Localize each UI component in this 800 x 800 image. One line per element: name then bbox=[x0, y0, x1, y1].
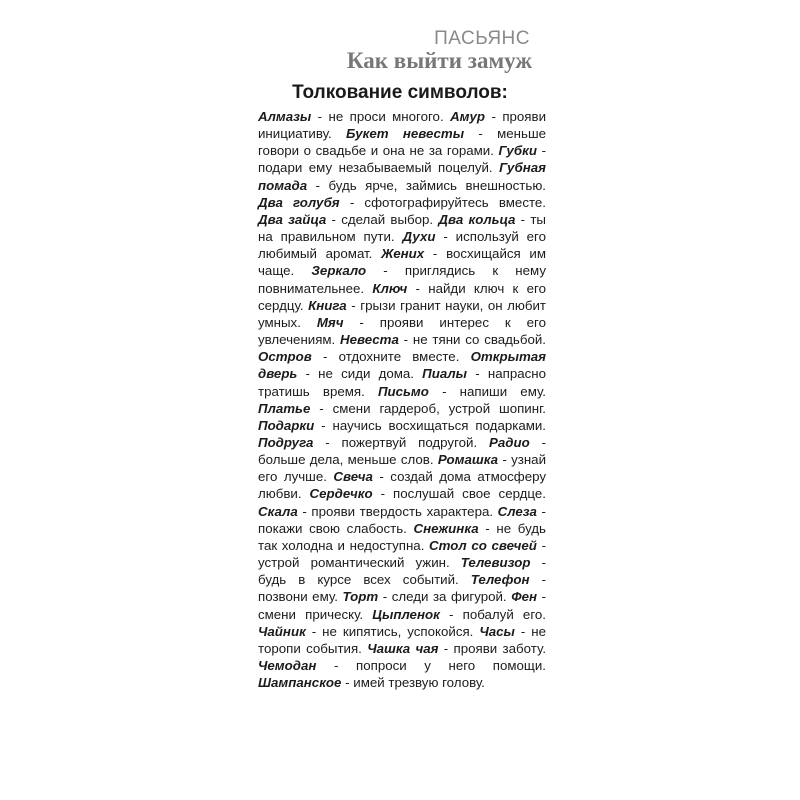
entry-term: Подруга bbox=[258, 434, 314, 450]
entry-term: Ключ bbox=[372, 280, 408, 296]
entry-meaning: - будь ярче, займись внешностью. bbox=[307, 177, 546, 193]
entry-term: Духи bbox=[402, 229, 436, 245]
solitaire-card bbox=[254, 28, 546, 772]
entry-meaning: - следи за фигурой. bbox=[378, 589, 512, 605]
entry-meaning: - прояви интерес к его увлечениям. bbox=[258, 314, 547, 348]
entry-meaning: - сфотографируйтесь вместе. bbox=[339, 194, 546, 210]
entry-term: Два голубя bbox=[258, 194, 340, 210]
entry-meaning: - покажи свою слабость. bbox=[258, 503, 546, 536]
entry-meaning: - не кипятись, успокойся. bbox=[305, 623, 480, 639]
entry-meaning: - будь в курсе всех событий. bbox=[258, 555, 547, 588]
entry-term: Чемодан bbox=[258, 658, 317, 673]
entry-meaning: - прояви инициативу. bbox=[258, 109, 547, 142]
entry-term: Стол со свечей bbox=[429, 537, 537, 553]
symbol-interpretations bbox=[254, 108, 546, 691]
entry-meaning: - напрасно тратишь время. bbox=[258, 366, 546, 399]
entry-meaning: - используй его любимый аромат. bbox=[258, 229, 546, 262]
entry-term: Чайник bbox=[258, 623, 306, 639]
entry-meaning: - отдохните вместе. bbox=[311, 349, 471, 365]
entry-term: Губная помада bbox=[258, 160, 546, 193]
entry-meaning: - побалуй его. bbox=[439, 606, 546, 622]
entry-term: Снежинка bbox=[413, 520, 479, 536]
entry-meaning: - восхищайся им чаще. bbox=[258, 246, 547, 279]
entry-term: Телевизор bbox=[460, 555, 531, 571]
entry-meaning: - узнай его лучше. bbox=[258, 452, 546, 485]
entry-term: Письмо bbox=[377, 383, 429, 399]
entry-meaning: - имей трезвую голову. bbox=[341, 675, 485, 691]
entry-meaning: - больше дела, меньше слов. bbox=[258, 434, 547, 468]
entry-meaning: - попроси у него помощи. bbox=[316, 658, 546, 673]
entry-term: Пиалы bbox=[422, 366, 468, 382]
entry-term: Чашка чая bbox=[367, 640, 439, 656]
entry-term: Два кольца bbox=[438, 211, 516, 227]
entry-term: Алмазы bbox=[258, 109, 312, 124]
entry-term: Открытая дверь bbox=[258, 349, 546, 382]
entry-meaning: - не сиди дома. bbox=[297, 366, 423, 382]
entry-term: Зеркало bbox=[311, 263, 367, 279]
entry-meaning: - прояви заботу. bbox=[438, 640, 547, 656]
page-title: Как выйти замуж bbox=[346, 48, 532, 73]
entry-term: Платье bbox=[258, 400, 311, 416]
entry-meaning: - не проси многого. bbox=[311, 109, 451, 124]
entry-meaning: - научись восхищаться подарками. bbox=[314, 417, 546, 433]
entry-term: Торт bbox=[342, 589, 379, 605]
entry-term: Телефон bbox=[470, 572, 530, 588]
entry-meaning: - не торопи события. bbox=[258, 623, 546, 656]
entry-term: Подарки bbox=[258, 417, 315, 433]
entry-term: Цыпленок bbox=[372, 606, 440, 622]
entry-term: Шампанское bbox=[258, 675, 342, 691]
entry-term: Мяч bbox=[316, 314, 344, 330]
entry-term: Невеста bbox=[340, 332, 399, 348]
entry-term: Фен bbox=[511, 589, 538, 605]
entry-term: Свеча bbox=[333, 469, 373, 485]
entry-term: Два зайца bbox=[258, 211, 327, 227]
category-label: ПАСЬЯНС bbox=[434, 28, 530, 49]
entry-term: Часы bbox=[479, 623, 515, 639]
entry-term: Букет невесты bbox=[345, 126, 465, 142]
entry-term: Сердечко bbox=[309, 486, 373, 502]
entry-term: Слеза bbox=[497, 503, 537, 519]
entry-term: Книга bbox=[308, 297, 347, 313]
entry-meaning: - смени прическу. bbox=[258, 589, 547, 622]
entry-meaning: - послушай свое сердце. bbox=[372, 486, 546, 502]
entry-term: Скала bbox=[258, 503, 298, 519]
entry-meaning: - позвони ему. bbox=[258, 572, 546, 605]
entry-meaning: - напиши ему. bbox=[428, 383, 547, 399]
entry-meaning: - не тяни со свадьбой. bbox=[398, 332, 546, 348]
entry-term: Жених bbox=[381, 246, 425, 262]
entry-meaning: - грызи гранит науки, он любит умных. bbox=[258, 297, 546, 330]
entry-term: Ромашка bbox=[437, 452, 499, 468]
entry-meaning: - приглядись к нему повнимательнее. bbox=[258, 263, 546, 296]
entry-meaning: - смени гардероб, устрой шопинг. bbox=[310, 400, 546, 416]
entry-meaning: - ты на правильном пути. bbox=[258, 211, 546, 245]
entry-meaning: - прояви твердость характера. bbox=[297, 503, 498, 519]
entry-meaning: - меньше говори о свадьбе и она не за горами. bbox=[258, 126, 547, 159]
entry-meaning: - создай дома атмосферу любви. bbox=[258, 469, 546, 502]
entry-term: Остров bbox=[258, 349, 312, 365]
entry-meaning: - сделай выбор. bbox=[326, 211, 439, 227]
entry-meaning: - устрой романтический ужин. bbox=[258, 537, 547, 571]
entry-meaning: - пожертвуй подругой. bbox=[313, 434, 489, 450]
section-heading: Толкование символов: bbox=[292, 82, 508, 103]
entry-meaning: - найди ключ к его сердцу. bbox=[258, 280, 546, 313]
entry-term: Радио bbox=[489, 434, 530, 450]
entry-meaning: - подари ему незабываемый поцелуй. bbox=[258, 143, 547, 176]
entry-term: Губки bbox=[498, 143, 537, 159]
entry-meaning: - не будь так холодна и недоступна. bbox=[258, 520, 546, 553]
entry-term: Амур bbox=[450, 109, 486, 124]
